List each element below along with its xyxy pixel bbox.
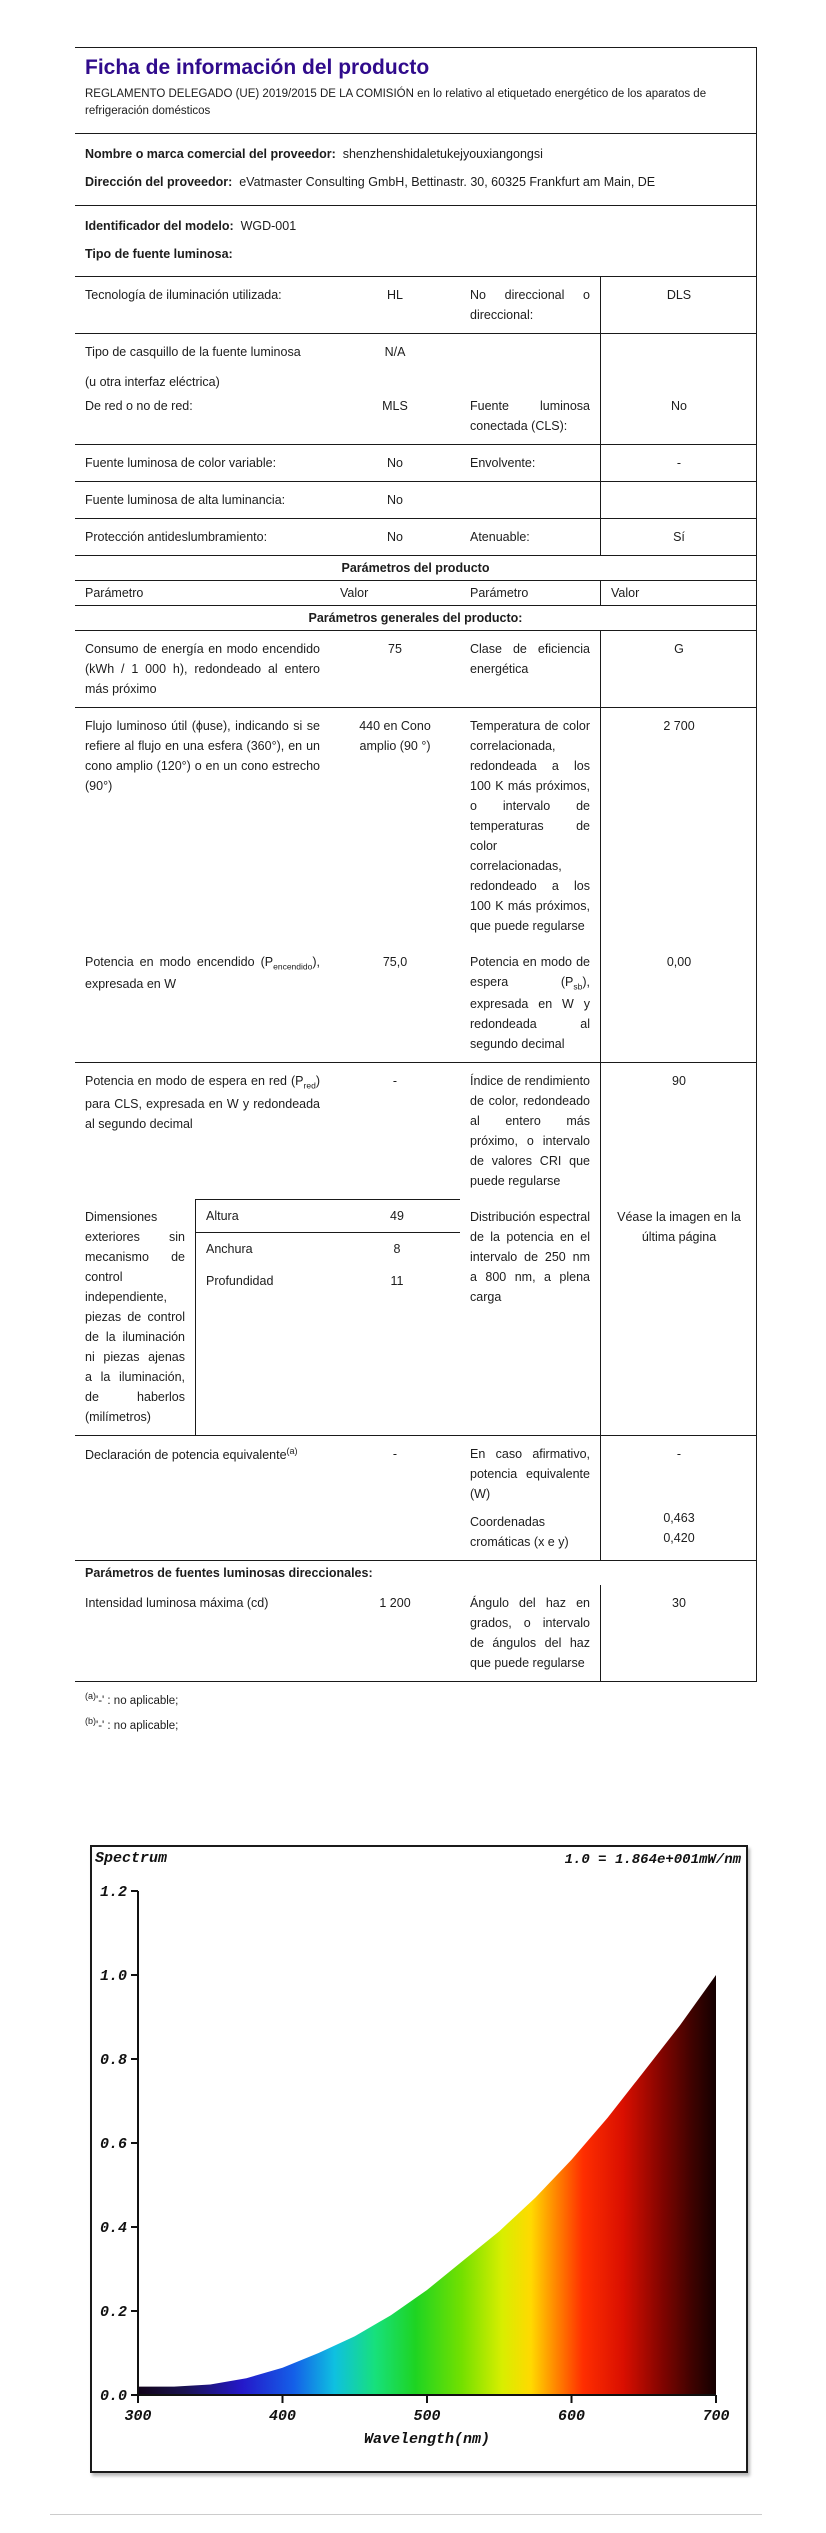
value-cell [600, 1436, 757, 1560]
model-block [75, 206, 757, 277]
param-cell: No direccional o direccional: [470, 288, 590, 323]
table-row [75, 276, 757, 334]
param-cell: De red o no de red: [85, 399, 193, 414]
supplier-block [75, 134, 757, 205]
table-row [75, 519, 757, 556]
model-id-row [85, 217, 746, 236]
page-title: Ficha de información del producto [85, 56, 430, 79]
param-cell: Temperatura de color correlacionada, redondeada a los 100 K más próximos, o intervalo de temperaturas de color correlacionadas, redondeado a los 100 K más próximos, que puede regularse [470, 719, 590, 934]
dimension-subrow [196, 1265, 460, 1297]
chromaticity-x: 0,463 [663, 1511, 695, 1526]
dimension-value: 49 [390, 1209, 404, 1224]
value-cell: 75 [388, 642, 402, 657]
directional-params-banner: Parámetros de fuentes luminosas direccionales: [75, 1561, 757, 1585]
value-cell: - [600, 445, 757, 481]
value-cell [600, 334, 757, 394]
param-text: En caso afirmativo, potencia equivalente (W) [470, 1447, 590, 1502]
spectrum-chart [90, 1845, 748, 2473]
dimension-value: 11 [390, 1274, 404, 1289]
y-tick-label: 0.0 [99, 2388, 127, 2405]
supplier-address-value: eVatmaster Consulting GmbH, Bettinastr. 30, 60325 Frankfurt am Main, DE [239, 175, 656, 190]
table-row [75, 445, 757, 482]
value-cell: No [387, 456, 403, 471]
footnote-b: $^{(b)}$'-' : no aplicable; [85, 1716, 179, 1732]
column-header: Parámetro [85, 586, 144, 601]
param-cell: Envolvente: [470, 456, 536, 471]
value-cell: HL [387, 288, 403, 303]
title-block [75, 47, 757, 133]
value-cell: Véase la imagen en la última página [600, 1199, 757, 1435]
chromaticity-y: 0,420 [663, 1531, 695, 1546]
param-text: (u otra interfaz eléctrica) [85, 375, 220, 390]
dimensions-row [75, 1199, 757, 1436]
supplier-address-label: Dirección del proveedor: [85, 175, 233, 190]
general-params-table [75, 631, 757, 1561]
value-cell: No [600, 394, 757, 444]
param-cell: Índice de rendimiento de color, redondeado al entero más próximo, o intervalo de valores CRI que puede regularse [470, 1074, 590, 1189]
param-cell: Protección antideslumbramiento: [85, 530, 268, 545]
param-cell: Atenuable: [470, 530, 530, 545]
model-id-label: Identificador del modelo: [85, 218, 234, 233]
dimension-label: Altura [206, 1209, 239, 1224]
y-tick-label: 0.8 [99, 2052, 127, 2069]
value-cell: 75,0 [382, 955, 408, 970]
spectrum-svg [92, 1847, 746, 2471]
params-header-row [75, 581, 757, 606]
dimension-subrow [196, 1200, 460, 1233]
column-header: Parámetro [470, 586, 529, 601]
supplier-name-value: shenzhenshidaletukejyouxiangongsi [342, 147, 543, 162]
table-row [75, 482, 757, 519]
dimension-value: 8 [393, 1242, 401, 1257]
footnote-a: $^{(a)}$'-' : no aplicable; [85, 1691, 179, 1708]
param-cell [460, 1436, 600, 1560]
param-cell [460, 482, 600, 518]
value-cell: - [392, 1074, 398, 1089]
x-tick-label: 400 [268, 2408, 297, 2425]
spectrum-area [138, 1975, 716, 2395]
param-text: Coordenadas cromáticas (x e y) [470, 1515, 569, 1550]
param-cell: Dimensiones exteriores sin mecanismo de control independiente, piezas de control de la iluminación ni piezas ajenas a la iluminación, de haberlos (milímetros) [85, 1210, 185, 1425]
value-cell: No [387, 530, 403, 545]
y-tick-label: 0.2 [99, 2304, 127, 2321]
dimension-subrow [196, 1233, 460, 1265]
supplier-address-row [85, 173, 746, 192]
column-header: Valor [600, 581, 757, 605]
chart-annotation: 1.0 = 1.864e+001mW/nm [564, 1852, 741, 1868]
source-type-heading: Tipo de fuente luminosa: [85, 246, 233, 261]
param-cell: Consumo de energía en modo encendido (kWh / 1 000 h), redondeado al entero más próximo [85, 642, 320, 697]
param-text: Tipo de casquillo de la fuente luminosa [85, 345, 301, 360]
value-cell: MLS [382, 399, 408, 414]
supplier-name-row [85, 145, 746, 164]
table-row [75, 1063, 757, 1199]
param-cell: Flujo luminoso útil (ϕuse), indicando si se refiere al flujo en una esfera (360°), en un cono amplio (120°) o en un cono estrecho (90°) [85, 719, 320, 794]
dimensions-subtable [195, 1199, 460, 1435]
table-row [75, 631, 757, 708]
param-cell: Ángulo del haz en grados, o intervalo de ángulos del haz que puede regularse [470, 1596, 590, 1671]
table-row [75, 1585, 757, 1682]
param-cell: Distribución espectral de la potencia en el intervalo de 250 nm a 800 nm, a plena carga [470, 1210, 590, 1305]
dimension-label: Profundidad [206, 1274, 274, 1289]
param-cell: Potencia en modo de espera en red $(P_{red})$ para CLS, expresada en W y redondeada al segundo decimal [85, 1074, 320, 1131]
param-cell: Fuente luminosa conectada (CLS): [470, 399, 590, 434]
table-row [75, 334, 757, 394]
value-cell: 440 en Cono amplio (90 °) [359, 719, 431, 754]
table-row [75, 1436, 757, 1561]
param-cell [75, 334, 330, 394]
model-id-value: WGD-001 [240, 218, 297, 233]
value-cell: - [392, 1447, 398, 1462]
general-params-banner: Parámetros generales del producto: [75, 606, 757, 631]
page-footer-line [50, 2514, 762, 2515]
value-cell: 90 [600, 1063, 757, 1199]
value-cell: N/A [384, 345, 406, 360]
x-tick-label: 600 [557, 2408, 586, 2425]
value-cell: 0,00 [600, 944, 757, 1062]
document-body [75, 47, 757, 1744]
param-cell: Declaración de potencia equivalente$^{(a)}$ [85, 1446, 298, 1463]
table-row [75, 944, 757, 1063]
y-tick-label: 0.4 [99, 2220, 127, 2237]
chart-title: Spectrum [95, 1850, 168, 1867]
y-tick-label: 1.2 [99, 1884, 127, 1901]
param-cell: Tecnología de iluminación utilizada: [85, 288, 282, 303]
x-axis-label: Wavelength(nm) [363, 2431, 491, 2448]
supplier-name-label: Nombre o marca comercial del proveedor: [85, 147, 336, 162]
value-cell [600, 482, 757, 518]
x-tick-label: 700 [702, 2408, 730, 2425]
dimension-label: Anchura [206, 1242, 253, 1257]
param-cell: Clase de eficiencia energética [470, 642, 590, 677]
regulation-text: REGLAMENTO DELEGADO (UE) 2019/2015 DE LA COMISIÓN en lo relativo al etiquetado energético de los aparatos de refrigeración domésticos [85, 88, 707, 117]
value-cell: Sí [600, 519, 757, 555]
y-tick-label: 0.6 [99, 2136, 127, 2153]
value-cell: 2 700 [600, 708, 757, 944]
value-cell: No [387, 493, 403, 508]
value-cell: 1 200 [379, 1596, 411, 1611]
param-cell: Potencia en modo de espera $(P_{sb})$, expresada en W y redondeada al segundo decimal [470, 955, 590, 1052]
value-cell: G [600, 631, 757, 707]
column-header: Valor [340, 586, 369, 601]
param-cell: Fuente luminosa de color variable: [85, 456, 277, 471]
light-source-type-table [75, 276, 757, 556]
table-row [75, 394, 757, 445]
param-cell: Intensidad luminosa máxima (cd) [85, 1596, 269, 1611]
value-text: - [676, 1447, 682, 1462]
x-tick-label: 500 [413, 2408, 441, 2425]
param-cell [460, 334, 600, 394]
product-params-banner: Parámetros del producto [75, 556, 757, 581]
value-cell: 30 [600, 1585, 757, 1681]
table-row [75, 708, 757, 944]
footnotes [75, 1682, 757, 1743]
value-cell: DLS [600, 277, 757, 333]
y-tick-label: 1.0 [99, 1968, 127, 1985]
param-cell: Potencia en modo encendido $(P_{encendido})$, expresada en W [85, 955, 320, 992]
x-tick-label: 300 [124, 2408, 152, 2425]
param-cell: Fuente luminosa de alta luminancia: [85, 493, 286, 508]
